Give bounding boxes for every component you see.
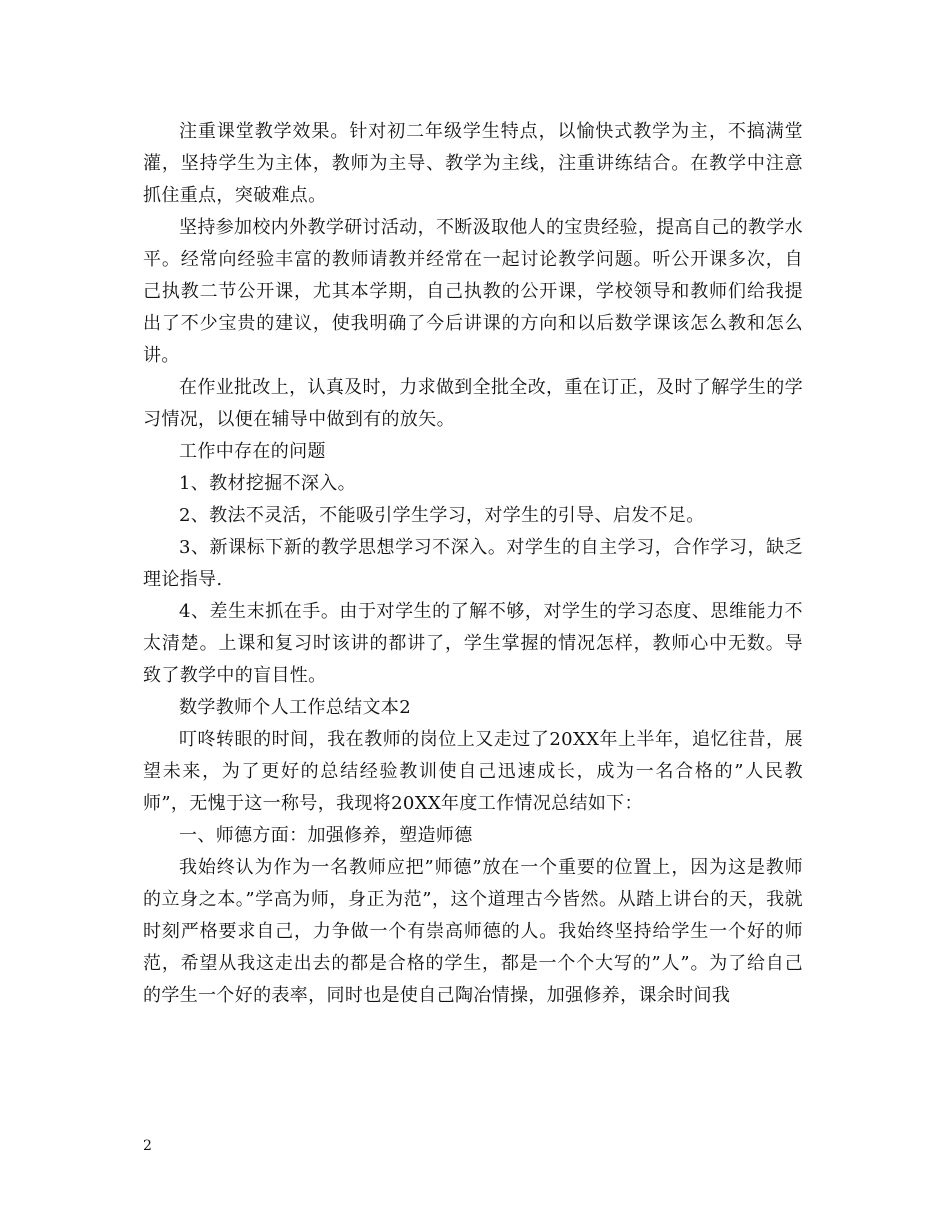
paragraph-homework-correction: 在作业批改上，认真及时，力求做到全批全改，重在订正，及时了解学生的学习情况，以便在辅导中做到有的放矢。 (143, 377, 803, 430)
problem-item-3: 3、新课标下新的教学思想学习不深入。对学生的自主学习，合作学习，缺乏理论指导. (143, 537, 803, 590)
section-title-summary-2: 数学教师个人工作总结文本2 (179, 697, 412, 718)
document-body (143, 116, 803, 1012)
paragraph-classroom-effect: 注重课堂教学效果。针对初二年级学生特点，以愉快式教学为主，不搞满堂灌，坚持学生为主体，教师为主导、教学为主线，注重讲练结合。在教学中注意抓住重点，突破难点。 (143, 121, 803, 206)
page-number: 2 (143, 1138, 152, 1154)
paragraph-teacher-ethics: 我始终认为作为一名教师应把”师德”放在一个重要的位置上，因为这是教师的立身之本。”学高为师，身正为范”，这个道理古今皆然。从踏上讲台的天，我就时刻严格要求自己，力争做一个有崇高师德的人。我始终坚持给学生一个好的师范，希望从我这走出去的都是合格的学生，都是一个个大写的”人”。为了给自己的学生一个好的表率，同时也是使自己陶冶情操，加强修养，课余时间我 (143, 857, 803, 1006)
problem-item-4: 4、差生末抓在手。由于对学生的了解不够，对学生的学习态度、思维能力不太清楚。上课和复习时该讲的都讲了，学生掌握的情况怎样，教师心中无数。导致了教学中的盲目性。 (143, 601, 803, 686)
paragraph-intro-summary: 叮咚转眼的时间，我在教师的岗位上又走过了20XX年上半年，追忆往昔，展望未来，为了更好的总结经验教训使自己迅速成长，成为一名合格的”人民教师”，无愧于这一称号，我现将20XX年度工作情况总结如下： (143, 729, 803, 814)
problem-item-2: 2、教法不灵活，不能吸引学生学习，对学生的引导、启发不足。 (179, 505, 705, 526)
problem-item-1: 1、教材挖掘不深入。 (179, 473, 356, 494)
heading-existing-problems: 工作中存在的问题 (179, 441, 326, 462)
paragraph-teaching-research: 坚持参加校内外教学研讨活动，不断汲取他人的宝贵经验，提高自己的教学水平。经常向经验丰富的教师请教并经常在一起讨论教学问题。听公开课多次，自己执教二节公开课，尤其本学期，自己执教的公开课，学校领导和教师们给我提出了不少宝贵的建议，使我明确了今后讲课的方向和以后数学课该怎么教和怎么讲。 (143, 217, 803, 366)
heading-teacher-ethics: 一、师德方面：加强修养，塑造师德 (179, 825, 473, 846)
